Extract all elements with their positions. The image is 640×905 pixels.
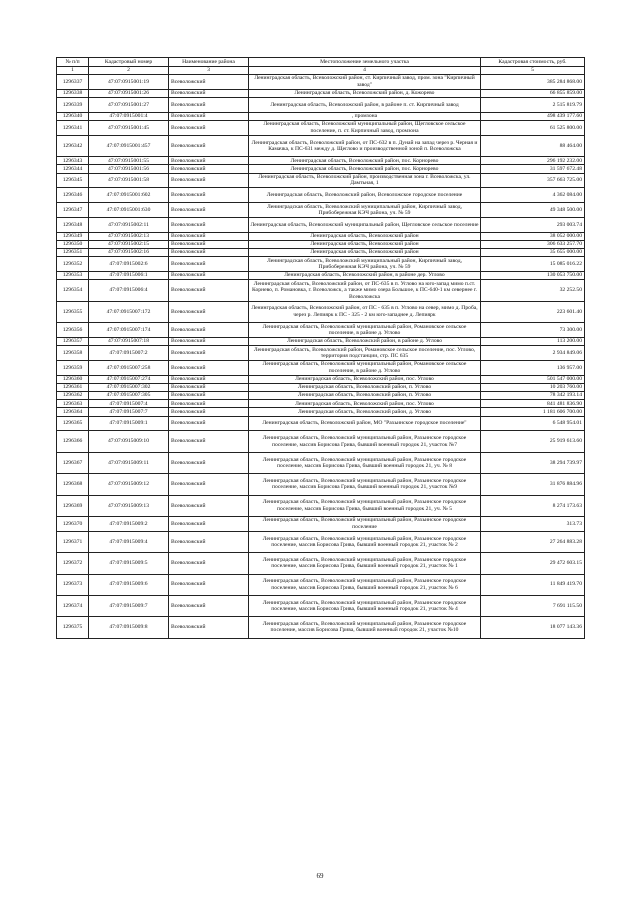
row-number: 1296345 [57,173,89,188]
district-name: Всеволожский [169,531,249,552]
cadastral-value: 7 691 115.50 [481,595,585,616]
district-name: Всеволожский [169,97,249,112]
column-index: 4 [249,67,481,75]
district-name: Всеволожский [169,337,249,345]
cadastral-number: 47:07:0915009:11 [89,452,169,473]
row-number: 1296369 [57,495,89,516]
cadastral-number: 47:07:0915007:18 [89,337,169,345]
location: Ленинградская область, Всеволожский муниципальный район, Рахьинское городское поселение, массив Борисова Грива, бывший военный городок 21, участок № 1 [249,553,481,574]
cadastral-number: 47:07:0915007:258 [89,360,169,375]
district-name: Всеволожский [169,516,249,531]
district-name: Всеволожский [169,595,249,616]
table-body [57,75,585,639]
cadastral-value: 35 655 000.00 [481,249,585,257]
row-number: 1296360 [57,375,89,383]
location: Ленинградская область, Всеволожский муниципальный район, Щегловское сельское поселение [249,217,481,232]
cadastral-number: 47:07:0915001:58 [89,173,169,188]
district-name: Всеволожский [169,495,249,516]
cadastral-value: 27 264 883.28 [481,531,585,552]
cadastral-number: 47:07:0915002:13 [89,232,169,240]
row-number: 1296372 [57,553,89,574]
cadastral-number: 47:07:0915001:4 [89,112,169,120]
cadastral-number: 47:07:0915002:11 [89,217,169,232]
district-name: Всеволожский [169,323,249,338]
location: Ленинградская область, Всеволожский район [249,240,481,248]
cadastral-number: 47:07:0915001:19 [89,75,169,90]
cadastral-number: 47:07:0915001:27 [89,97,169,112]
cadastral-number: 47:07:0915001:26 [89,89,169,97]
cadastral-value: 31 597 672.48 [481,165,585,173]
district-name: Всеволожский [169,392,249,400]
cadastral-value: 31 876 884.96 [481,474,585,495]
table-row [57,452,585,473]
table-row [57,173,585,188]
cadastral-number: 47:07:0915007:302 [89,383,169,391]
cadastral-value: 313.73 [481,516,585,531]
table-row [57,416,585,431]
district-name: Всеволожский [169,135,249,156]
district-name: Всеволожский [169,120,249,135]
location: Ленинградская область, Всеволожский район, производственная зона г. Всеволожска, ул. Дамтьная, 1 [249,173,481,188]
row-number: 1296368 [57,474,89,495]
district-name: Всеволожский [169,553,249,574]
cadastral-value: 501 547 000.00 [481,375,585,383]
cadastral-number: 47:07:0915006:1 [89,272,169,280]
row-number: 1296348 [57,217,89,232]
row-number: 1296374 [57,595,89,616]
location: Ленинградская область, Всеволожский муниципальный район, Романовское сельское поселение, в районе д. Углово [249,360,481,375]
cadastral-number: 47:07:0915007:2 [89,346,169,361]
cadastral-value: 66 855 859.00 [481,89,585,97]
cadastral-value: 223 601.40 [481,301,585,322]
cadastral-value: 25 919 613.60 [481,431,585,452]
cadastral-value: 4 362 084.00 [481,188,585,203]
header-location: Местоположение земельного участка [249,58,481,67]
cadastral-value: 29 472 603.15 [481,553,585,574]
column-index-row [57,67,585,75]
table-row [57,375,585,383]
location: Ленинградская область, Всеволожский муниципальный район, Щегловское сельское поселение, п. ст. Кирпичный завод, промзона [249,120,481,135]
column-index: 2 [89,67,169,75]
location: Ленинградская область, Всеволожский муниципальный район, Кирпичный завод, Прибобережная КЭЧ района, уч. № 59 [249,257,481,272]
district-name: Всеволожский [169,574,249,595]
cadastral-value: 6 548 954.01 [481,416,585,431]
district-name: Всеволожский [169,257,249,272]
table-row [57,301,585,322]
table-row [57,240,585,248]
table-row [57,408,585,416]
cadastral-value: 2 934 849.06 [481,346,585,361]
district-name: Всеволожский [169,383,249,391]
column-index: 3 [169,67,249,75]
location: Ленинградская область, Всеволожский район [249,232,481,240]
location: Ленинградская область, Всеволожский район, в районе д. Углово [249,337,481,345]
row-number: 1296373 [57,574,89,595]
cadastral-value: 88 464.00 [481,135,585,156]
cadastral-value: 130 053 750.00 [481,272,585,280]
cadastral-number: 47:07:0915009:2 [89,516,169,531]
cadastral-number: 47:07:0915002:6 [89,257,169,272]
location: Ленинградская область, Всеволожский муниципальный район, Рахьинское городское поселение, массив Борисова Грива, бывший военный городок 21, участок №7 [249,431,481,452]
table-row [57,232,585,240]
cadastral-value: 32 252.50 [481,280,585,301]
district-name: Всеволожский [169,280,249,301]
row-number: 1296338 [57,89,89,97]
row-number: 1296358 [57,346,89,361]
location: Ленинградская область, Всеволожский район [249,249,481,257]
district-name: Всеволожский [169,232,249,240]
table-row [57,383,585,391]
cadastral-number: 47:07:0915001:55 [89,157,169,165]
cadastral-number: 47:07:0915009:5 [89,553,169,574]
district-name: Всеволожский [169,75,249,90]
table-row [57,217,585,232]
table-header-row [57,58,585,67]
table-row [57,272,585,280]
cadastral-number: 47:07:0915001:630 [89,203,169,218]
location: Ленинградская область, Всеволожский район, д. Углово [249,408,481,416]
row-number: 1296342 [57,135,89,156]
location: Ленинградская область, Всеволожский район, пос. Корнорево [249,157,481,165]
location: Ленинградская область, Всеволожский район, Романовское сельское поселение, пос. Углово, территория подстанции, стр. ПС 635 [249,346,481,361]
district-name: Всеволожский [169,416,249,431]
row-number: 1296359 [57,360,89,375]
cadastral-number: 47:07:0915007:174 [89,323,169,338]
cadastral-number: 47:07:0915007:305 [89,392,169,400]
row-number: 1296366 [57,431,89,452]
location: Ленинградская область, Всеволожский район, в районе п. ст. Кирпичный завод [249,97,481,112]
table-row [57,203,585,218]
cadastral-value: 113 200.00 [481,337,585,345]
table-row [57,323,585,338]
cadastral-value: 15 085 016.22 [481,257,585,272]
location: Ленинградская область, Всеволожский район, п. Углово [249,383,481,391]
row-number: 1296341 [57,120,89,135]
table-row [57,400,585,408]
location: Ленинградская область, Всеволожский муниципальный район, Рахьинское городское поселение, массив Борисова Грива, бывший военный городок 21, уч. № 8 [249,452,481,473]
row-number: 1296346 [57,188,89,203]
row-number: 1296350 [57,240,89,248]
location: , промзона [249,112,481,120]
cadastral-value: 2 515 819.79 [481,97,585,112]
cadastral-number: 47:07:0915007:7 [89,408,169,416]
location: Ленинградская область, Всеволожский район, МО "Рахьинское городское поселение" [249,416,481,431]
district-name: Всеволожский [169,452,249,473]
cadastral-number: 47:07:0915001:45 [89,120,169,135]
location: Ленинградская область, Всеволожский район, от ПС-632 в п. Дунай на запад через р. Черная и Камачка, к ПС-631 между д. Щеглово и производственной зоной п. Всеволожска [249,135,481,156]
cadastral-number: 47:07:0915009:4 [89,531,169,552]
table-row [57,112,585,120]
cadastral-number: 47:07:0915009:7 [89,595,169,616]
location: Ленинградская область, Всеволожский муниципальный район, Рахьинское городское поселение, массив Борисова Грива, бывший военный городок 21, участок № 6 [249,574,481,595]
table-row [57,280,585,301]
table-row [57,188,585,203]
column-index: 1 [57,67,89,75]
cadastral-value: 73 300.00 [481,323,585,338]
row-number: 1296371 [57,531,89,552]
cadastral-number: 47:07:0915007:172 [89,301,169,322]
cadastral-number: 47:07:0915002:15 [89,240,169,248]
cadastral-value: 841 481 836.90 [481,400,585,408]
cadastral-number: 47:07:0915001:56 [89,165,169,173]
table-row [57,89,585,97]
location: Ленинградская область, Всеволожский муниципальный район, Рахьинское городское поселение, массив Борисова Грива, бывший военный городок 21, участок №9 [249,474,481,495]
location: Ленинградская область, Всеволожский муниципальный район, Рахьинское городское поселение, массив Борисова Грива, бывший военный городок 21, участок № 4 [249,595,481,616]
cadastral-number: 47:07:0915009:12 [89,474,169,495]
column-index: 5 [481,67,585,75]
location: Ленинградская область, Всеволожский район, пос. Углово [249,375,481,383]
row-number: 1296337 [57,75,89,90]
row-number: 1296365 [57,416,89,431]
cadastral-number: 47:07:0915002:16 [89,249,169,257]
district-name: Всеволожский [169,360,249,375]
table-row [57,165,585,173]
district-name: Всеволожский [169,240,249,248]
header-number: № п/п [57,58,89,67]
row-number: 1296367 [57,452,89,473]
location: Ленинградская область, Всеволожский район, пос. Корнорево [249,165,481,173]
location: Ленинградская область, Всеволожский муниципальный район, Рахьинское городское поселение, массив Борисова Грива, бывший военный городок 21, участок № 2 [249,531,481,552]
district-name: Всеволожский [169,188,249,203]
row-number: 1296347 [57,203,89,218]
table-row [57,337,585,345]
district-name: Всеволожский [169,408,249,416]
row-number: 1296339 [57,97,89,112]
cadastral-value: 78 342 193.14 [481,392,585,400]
cadastral-value: 293 003.74 [481,217,585,232]
table-row [57,75,585,90]
table-row [57,431,585,452]
cadastral-value-table [56,57,585,639]
cadastral-number: 47:07:0915009:13 [89,495,169,516]
district-name: Всеволожский [169,112,249,120]
row-number: 1296352 [57,257,89,272]
header-cadastral-number: Кадастровый номер [89,58,169,67]
row-number: 1296364 [57,408,89,416]
header-cadastral-value: Кадастровая стоимость, руб. [481,58,585,67]
table-row [57,495,585,516]
table-row [57,249,585,257]
district-name: Всеволожский [169,89,249,97]
cadastral-number: 47:07:0915009:10 [89,431,169,452]
table-row [57,595,585,616]
district-name: Всеволожский [169,203,249,218]
cadastral-value: 61 525 800.00 [481,120,585,135]
page-number: 69 [316,872,324,880]
table-row [57,574,585,595]
table-row [57,531,585,552]
district-name: Всеволожский [169,474,249,495]
cadastral-value: 1 181 606 700.00 [481,408,585,416]
cadastral-value: 296 192 232.00 [481,157,585,165]
cadastral-value: 11 849 419.70 [481,574,585,595]
row-number: 1296344 [57,165,89,173]
cadastral-number: 47:07:0915001:602 [89,188,169,203]
row-number: 1296355 [57,301,89,322]
cadastral-value: 136 957.00 [481,360,585,375]
row-number: 1296357 [57,337,89,345]
row-number: 1296351 [57,249,89,257]
cadastral-value: 49 348 500.00 [481,203,585,218]
district-name: Всеволожский [169,617,249,638]
district-name: Всеволожский [169,165,249,173]
district-name: Всеволожский [169,375,249,383]
row-number: 1296356 [57,323,89,338]
location: Ленинградская область, Всеволожский муниципальный район, Рахьинское городское поселение [249,516,481,531]
cadastral-number: 47:07:0915009:8 [89,617,169,638]
location: Ленинградская область, Всеволожский муниципальный район, Кирпичный завод, Прибобережная КЭЧ района, уч. № 59 [249,203,481,218]
table-row [57,360,585,375]
district-name: Всеволожский [169,346,249,361]
location: Ленинградская область, Всеволожский район, п. Углово [249,392,481,400]
table-row [57,474,585,495]
row-number: 1296370 [57,516,89,531]
district-name: Всеволожский [169,217,249,232]
district-name: Всеволожский [169,249,249,257]
district-name: Всеволожский [169,400,249,408]
table-row [57,120,585,135]
row-number: 1296354 [57,280,89,301]
row-number: 1296361 [57,383,89,391]
district-name: Всеволожский [169,157,249,165]
row-number: 1296363 [57,400,89,408]
cadastral-value: 498 439 177.60 [481,112,585,120]
table-row [57,135,585,156]
cadastral-value: 357 663 725.00 [481,173,585,188]
district-name: Всеволожский [169,272,249,280]
row-number: 1296375 [57,617,89,638]
district-name: Всеволожский [169,431,249,452]
row-number: 1296353 [57,272,89,280]
location: Ленинградская область, Всеволожский муниципальный район, Романовское сельское поселение, в районе д. Углово [249,323,481,338]
location: Ленинградская область, Всеволожский район, Всеволожское городское поселение [249,188,481,203]
cadastral-value: 8 274 173.63 [481,495,585,516]
table-row [57,157,585,165]
district-name: Всеволожский [169,173,249,188]
table-row [57,392,585,400]
table-row [57,617,585,638]
location: Ленинградская область, Всеволожский район, от ПС-635 в п. Углово на юго-запад мимо п.ст. Корнево, п. Романовка, г. Всеволожск, а также мимо озера Большое, к ПС-640-1 км севернее г. Всеволожска [249,280,481,301]
location: Ленинградская область, Всеволожский район, от ПС - 635 в п. Углово на север, мимо д. Проба, через р. Лепиярк к ПС - 325 - 2 км юго-западнее д. Лепиярк [249,301,481,322]
cadastral-value: 385 284 868.00 [481,75,585,90]
row-number: 1296362 [57,392,89,400]
row-number: 1296349 [57,232,89,240]
cadastral-number: 47:07:0915007:274 [89,375,169,383]
cadastral-value: 306 633 257.70 [481,240,585,248]
cadastral-number: 47:07:0915009:1 [89,416,169,431]
cadastral-value: 38 052 000.00 [481,232,585,240]
cadastral-value: 38 294 739.97 [481,452,585,473]
table-row [57,553,585,574]
cadastral-number: 47:07:0915001:457 [89,135,169,156]
table-row [57,346,585,361]
location: Ленинградская область, Всеволожский район, ст. Кирпичный завод, пром. зона "Кирпичный завод" [249,75,481,90]
cadastral-number: 47:07:0915006:4 [89,280,169,301]
table-row [57,516,585,531]
location: Ленинградская область, Всеволожский район, в районе дер. Углово [249,272,481,280]
location: Ленинградская область, Всеволожский район, пос. Углово [249,400,481,408]
cadastral-number: 47:07:0915007:4 [89,400,169,408]
location: Ленинградская область, Всеволожский муниципальный район, Рахьинское городское поселение, массив Борисова Грива, бывший военный городок 21, уч. № 5 [249,495,481,516]
location: Ленинградская область, Всеволожский район, д. Кожорево [249,89,481,97]
district-name: Всеволожский [169,301,249,322]
row-number: 1296343 [57,157,89,165]
cadastral-value: 10 203 760.00 [481,383,585,391]
table-row [57,257,585,272]
table-row [57,97,585,112]
row-number: 1296340 [57,112,89,120]
cadastral-value: 18 077 143.36 [481,617,585,638]
header-district: Наименование района [169,58,249,67]
location: Ленинградская область, Всеволожский муниципальный район, Рахьинское городское поселение, массив Борисова Грива, бывший военный городок 21, участок №10 [249,617,481,638]
cadastral-number: 47:07:0915009:6 [89,574,169,595]
